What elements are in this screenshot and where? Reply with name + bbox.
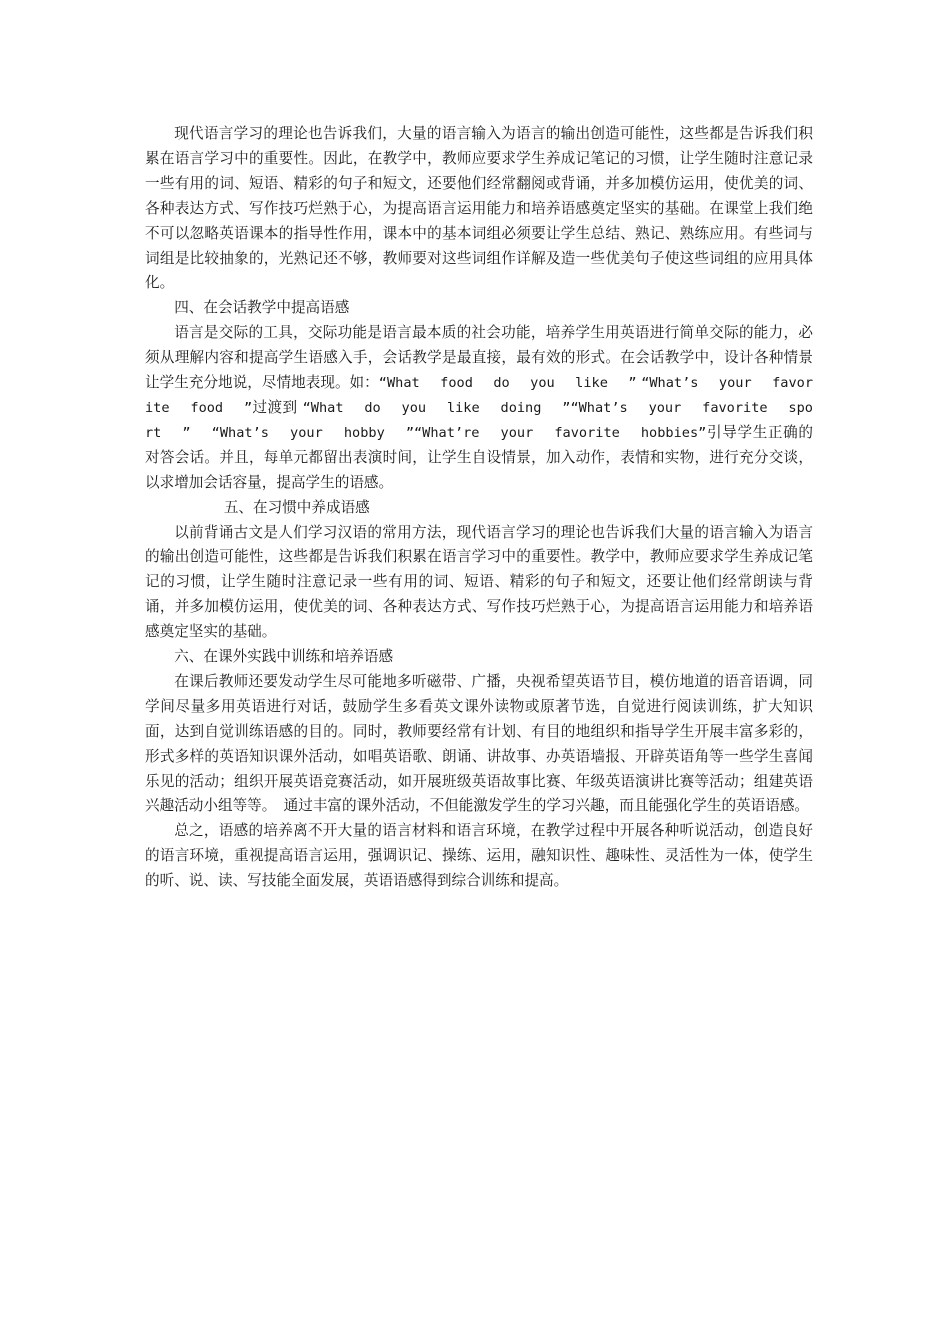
paragraph-notes-importance: 现代语言学习的理论也告诉我们，大量的语言输入为语言的输出创造可能性，这些都是告诉我们积累在语言学习中的重要性。因此，在教学中，教师应要求学生养成记笔记的习惯，让学生随时注意记录一些有用的词、短语、精彩的句子和短文，还要他们经常翻阅或背诵，并多加模仿运用，使优美的词、各种表达方式、写作技巧烂熟于心，为提高语言运用能力和培养语感奠定坚实的基础。在课堂上我们绝不可以忽略英语课本的指导性作用，课本中的基本词组必须要让学生总结、熟记、熟练应用。有些词与词组是比较抽象的，光熟记还不够，教师要对这些词组作详解及造一些优美句子使这些词组的应用具体化。 <box>145 125 813 292</box>
section-heading-conversation: 四、在会话教学中提高语感 <box>174 299 350 317</box>
paragraph-habits: 以前背诵古文是人们学习汉语的常用方法，现代语言学习的理论也告诉我们大量的语言输入为语言的输出创造可能性，这些都是告诉我们积累在语言学习中的重要性。教学中，教师应要求学生养成记笔记的习惯，让学生随时注意记录一些有用的词、短语、精彩的句子和短文，还要让他们经常朗读与背诵，并多加模仿运用，使优美的词、各种表达方式、写作技巧烂熟于心，为提高语言运用能力和培养语感奠定坚实的基础。 <box>145 523 813 641</box>
conversation-intro-text: 语言是交际的工具，交际功能是语言最本质的社会功能，培养学生用英语进行简单交际的能力，必须从理解内容和提高学生语感入手，会话教学是最直接，最有效的形式。在会话教学中，设计各种情景让学生充分地说，尽情地表现。如： <box>145 324 813 392</box>
paragraph-conversation-teaching <box>145 321 813 495</box>
document-body <box>145 122 813 894</box>
paragraph-conclusion: 总之，语感的培养离不开大量的语言材料和语言环境，在教学过程中开展各种听说活动，创造良好的语言环境，重视提高语言运用，强调识记、操练、运用，融知识性、趣味性、灵活性为一体，使学生的听、说、读、写技能全面发展，英语语感得到综合训练和提高。 <box>145 822 813 890</box>
conversation-link-text: 过渡到 <box>252 398 298 416</box>
section-heading-habits: 五、在习惯中养成语感 <box>223 498 370 516</box>
section-heading-extracurricular: 六、在课外实践中训练和培养语感 <box>174 648 394 666</box>
paragraph-extracurricular: 在课后教师还要发动学生尽可能地多听磁带、广播，央视希望英语节目，模仿地道的语音语调，同学间尽量多用英语进行对话，鼓励学生多看英文课外读物或原著节选，自觉进行阅读训练，扩大知识面，达到自觉训练语感的目的。同时，教师要经常有计划、有目的地组织和指导学生开展丰富多彩的，形式多样的英语知识课外活动，如唱英语歌、朗诵、讲故事、办英语墙报、开辟英语角等一些学生喜闻乐见的活动；组织开展英语竞赛活动，如开展班级英语故事比赛、年级英语演讲比赛等活动；组建英语兴趣活动小组等等。 通过丰富的课外活动，不但能激发学生的学习兴趣，而且能强化学生的英语语感。 <box>145 672 813 815</box>
conversation-end-text: 引导学生正确的对答会话。并且，每单元都留出表演时间，让学生自设情景，加入动作，表情和实物，进行充分交谈，以求增加会话容量，提高学生的语感。 <box>145 423 813 491</box>
english-example-q3: “What do you like doing ”“What’s your favorite sport ” “What’s your hobby ”“What’re your favorite hobbies” <box>145 399 813 441</box>
english-example-q2: “What’s your favorite food ” <box>145 375 814 416</box>
english-example-q1: “What food do you like ” <box>378 375 637 392</box>
